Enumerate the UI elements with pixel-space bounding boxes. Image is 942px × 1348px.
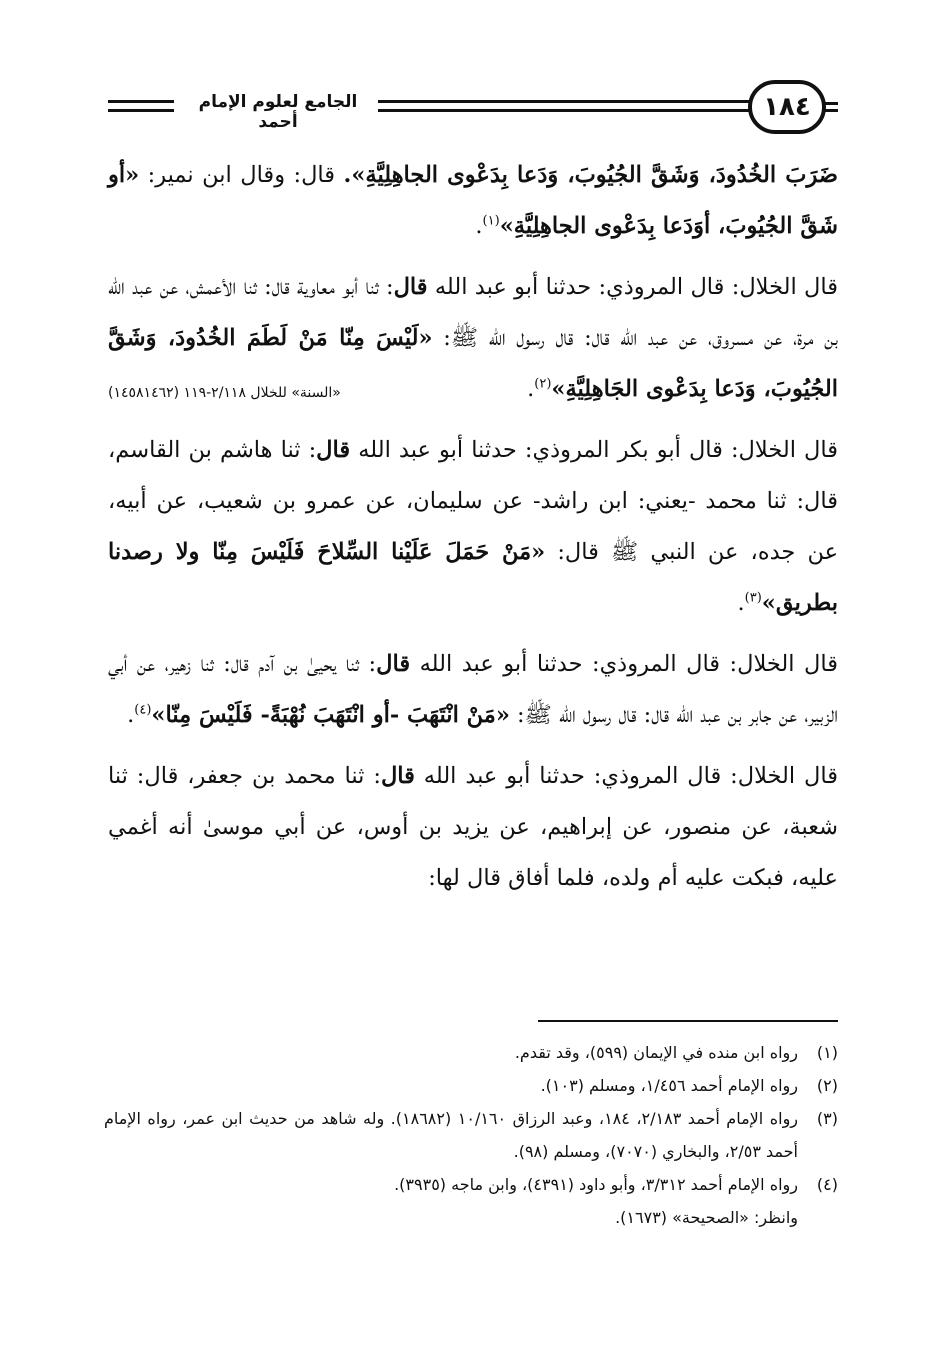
paragraph-text: قال: وقال ابن نمير: [139,162,344,188]
footnote-ref[interactable]: (٣) [744,590,762,606]
hadith-quote: ضَرَبَ الخُدُودَ، وَشَقَّ الجُيُوبَ، وَدَعا بِدَعْوى الجاهِلِيَّةِ». [343,162,838,188]
footnote-item [104,1069,838,1102]
paragraph-text: : ثنا يحيىٰ بن آدم قال: ثنا زهير، عن أبي الزبير، عن جابر بن عبد الله قال: قال رسول الله ﷺ: [108,651,838,728]
hadith-quote: «مَنْ حَمَلَ عَلَيْنا السِّلاحَ فَلَيْسَ مِنّا ولا رصدنا بطريق» [108,539,838,616]
footnote-line: وانظر: «الصحيحة» (١٦٧٣). [615,1208,798,1227]
paragraph-3 [108,425,838,629]
paragraph-2 [108,262,838,415]
footnote-divider [538,1020,838,1022]
page-header [108,80,838,136]
footnote-item [104,1168,838,1234]
paragraph-text: : ثنا هاشم بن القاسم، قال: ثنا محمد -يعني: ابن راشد- عن سليمان، عن عمرو بن شعيب، عن أبيه، عن جده، عن النبي ﷺ قال: [108,437,838,565]
paragraph-text: : ثنا أبو معاوية قال: ثنا الأعمش، عن عبد الله بن مرة، عن مسروق، عن عبد الله قال: قال رسول الله ﷺ: [108,274,839,351]
paragraph-text: قال الخلال: قال أبو بكر المروذي: حدثنا أبو عبد الله [350,437,838,463]
paragraph-text: قال الخلال: قال المروذي: حدثنا أبو عبد الله [427,274,838,300]
footnote-text: رواه الإمام أحمد ٢/١٨٣، ١٨٤، وعبد الرزاق ١٠/١٦٠ (١٨٦٨٢). وله شاهد من حديث ابن عمر، رواه الإمام أحمد ٢/٥٣، والبخاري (٧٠٧٠)، ومسلم (٩٨). [104,1109,799,1161]
footnote-ref[interactable]: (١) [482,213,500,229]
footnotes [104,1036,838,1234]
footnote-number: (١) [816,1043,838,1062]
main-text [108,150,838,914]
qal-word: قال [393,274,428,300]
page-number: ١٨٤ [763,92,811,122]
paragraph-end: . [737,590,745,616]
footnote-item [104,1036,838,1069]
running-title: الجامع لعلوم الإمام أحمد [198,92,358,132]
paragraph-text: قال الخلال: قال المروذي: حدثنا أبو عبد الله [414,763,839,789]
paragraph-end: . [127,702,135,728]
footnote-ref[interactable]: (٤) [134,702,152,718]
inline-reference: «السنة» للخلال ٢/١١٨-١١٩ (١٤٥٨١٤٦٢) [108,385,341,401]
qal-word: قال [316,437,351,463]
paragraph-1 [108,150,838,252]
qal-word: قال [380,763,415,789]
paragraph-end: . [475,213,483,239]
footnote-text [104,1168,798,1234]
footnote-number: (٣) [816,1109,838,1128]
hadith-quote: «مَنْ انْتَهَبَ -أو انْتَهَبَ نُهْبَةً- فَلَيْسَ مِنّا» [151,702,510,728]
footnote-number: (٤) [816,1175,838,1194]
paragraph-text: : ثنا محمد بن جعفر، قال: ثنا شعبة، عن منصور، عن إبراهيم، عن يزيد بن أوس، عن أبي موسىٰ أنه أغمي عليه، فبكت عليه أم ولده، فلما أفاق قال لها: [108,763,838,891]
header-rule [378,100,750,112]
footnote-text: رواه ابن منده في الإيمان (٥٩٩)، وقد تقدم. [514,1043,798,1062]
footnote-ref[interactable]: (٢) [534,376,552,392]
hadith-quote: «لَيْسَ مِنّا مَنْ لَطَمَ الخُدُودَ، وَشَقَّ الجُيُوبَ، وَدَعا بِدَعْوى الجَاهِلِيَّةِ» [108,325,838,402]
hadith-quote: «أو شَقَّ الجُيُوبَ، أوَدَعا بِدَعْوى الجاهِلِيَّةِ» [108,162,838,239]
header-rule [108,100,174,112]
footnote-text: رواه الإمام أحمد ١/٤٥٦، ومسلم (١٠٣). [540,1076,798,1095]
page-number-badge [748,80,826,134]
paragraph-5 [108,751,838,904]
paragraph-end: . [527,376,535,402]
paragraph-4 [108,639,838,741]
footnote-number: (٢) [816,1076,838,1095]
paragraph-text: قال الخلال: قال المروذي: حدثنا أبو عبد الله [410,651,838,677]
footnote-line: رواه الإمام أحمد ٣/٣١٢، وأبو داود (٤٣٩١)، وابن ماجه (٣٩٣٥). [394,1175,798,1194]
qal-word: قال [376,651,411,677]
footnote-item [104,1102,838,1168]
